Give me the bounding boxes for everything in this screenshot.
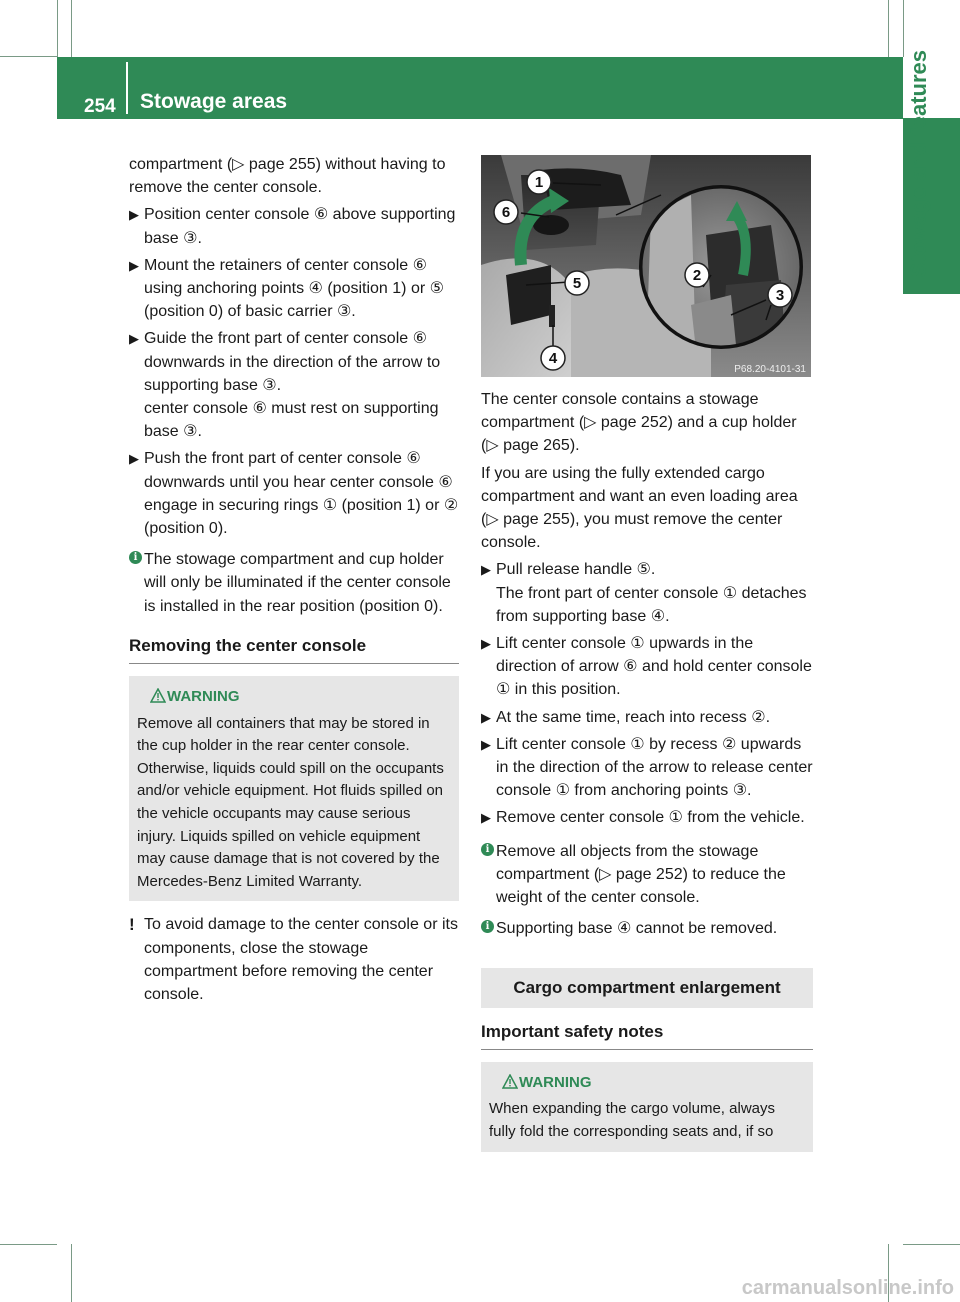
bullet-arrow-icon: ▶ [481,562,491,578]
step-item: ▶ Pull release handle ⑤. The front part of center console ① detaches from supporting base ④. [481,558,813,628]
info-note: i Remove all objects from the stowage compartment (▷ page 252) to reduce the weight of the center console. [481,840,813,910]
subsection-heading: Important safety notes [481,1020,813,1050]
svg-text:5: 5 [572,275,582,292]
warning-title: WARNING [489,1072,805,1095]
bullet-arrow-icon: ▶ [129,451,139,467]
chapter-label: Stowage and features [906,50,931,278]
step-item: ▶ Position center console ⑥ above supporting base ③. [129,203,459,249]
warning-text: Remove all containers that may be stored in the cup holder in the rear center console. Otherwise, liquids could spill on the occupants and/or vehicle equipment. Hot fluids spilled on the vehicle occupants may cause serious injury. Liquids spilled on vehicle equipment may cause damage that is not covered by the Mercedes-Benz Limited Warranty. [137,714,444,890]
header-separator [126,62,128,114]
intro-text: compartment (▷ page 255) without having to remove the center console. [129,156,446,197]
crop-mark [71,1244,72,1302]
image-code: P68.20-4101-31 [734,364,806,375]
bullet-arrow-icon: ▶ [481,636,491,652]
callout-2 [685,263,709,287]
step-item: ▶ Remove center console ① from the vehicle. [481,806,813,829]
warning-text: When expanding the cargo volume, always fully fold the corresponding seats and, if so [489,1100,775,1141]
step-item: ▶ Lift center console ① upwards in the direction of arrow ⑥ and hold center console ① in this position. [481,632,813,702]
step-item: ▶ At the same time, reach into recess ②. [481,706,813,729]
info-note: i Supporting base ④ cannot be removed. [481,917,813,940]
step-subtext: The front part of center console ① detaches from supporting base ④. [496,584,807,625]
console-illustration [481,155,811,377]
console-photo [481,155,811,377]
left-column [129,153,459,1006]
svg-text:3: 3 [775,287,785,304]
crop-mark [903,0,904,57]
bullet-arrow-icon: ▶ [481,709,491,725]
callout-3 [768,283,792,307]
svg-text:4: 4 [548,350,558,367]
exclamation-icon: ! [129,915,135,935]
callout-4 [541,346,565,370]
bullet-arrow-icon: ▶ [129,257,139,273]
step-item: ▶ Mount the retainers of center console ⑥ using anchoring points ④ (position 1) or ⑤ (position 0) of basic carrier ③. [129,254,459,324]
watermark: carmanualsonline.info [741,1277,954,1299]
step-subtext: center console ⑥ must rest on supporting base ③. [144,400,439,441]
bullet-arrow-icon: ▶ [481,736,491,752]
svg-text:6: 6 [501,204,511,221]
page-title: Stowage areas [140,90,288,113]
crop-mark [71,0,72,57]
crop-mark [0,1244,57,1245]
crop-mark [903,1244,960,1245]
warning-box [129,676,459,901]
crop-mark [57,0,58,57]
warning-title: WARNING [137,686,451,709]
svg-text:1: 1 [534,174,544,191]
crop-mark [0,56,57,57]
crop-mark [888,0,889,57]
callout-6 [494,200,518,224]
bullet-arrow-icon: ▶ [129,207,139,223]
info-icon: i [481,843,494,856]
page-number: 254 [84,96,116,117]
caution-note: ! To avoid damage to the center console or its components, close the stowage compartment before removing the center console. [129,915,458,1004]
step-item: ▶ Push the front part of center console ⑥ downwards until you hear center console ⑥ engage in securing rings ① (position 1) or ② (position 0). [129,447,459,540]
info-note: i The stowage compartment and cup holder will only be illuminated if the center console is installed in the rear position (position 0). [129,548,459,618]
warning-triangle-icon [502,1074,518,1089]
warning-triangle-icon [150,688,166,703]
info-icon: i [129,551,142,564]
section-heading: Removing the center console [129,634,459,664]
step-item: ▶ Lift center console ① by recess ② upwards in the direction of the arrow to release center console ① from anchoring points ③. [481,733,813,803]
step-item: ▶ Guide the front part of center console ⑥ downwards in the direction of the arrow to supporting base ③. center console ⑥ must rest on supporting base ③. [129,327,459,443]
svg-text:2: 2 [692,267,702,284]
callout-5 [565,271,589,295]
right-para-2: If you are using the fully extended cargo compartment and want an even loading area (▷ page 255), you must remove the center console. [481,464,798,552]
callout-1 [527,170,551,194]
info-icon: i [481,920,494,933]
right-para-1: The center console contains a stowage compartment (▷ page 252) and a cup holder (▷ page 265). [481,391,797,455]
warning-box [481,1062,813,1152]
bullet-arrow-icon: ▶ [129,331,139,347]
right-column [481,388,813,1152]
bullet-arrow-icon: ▶ [481,810,491,826]
section-title: Cargo compartment enlargement [481,968,813,1007]
